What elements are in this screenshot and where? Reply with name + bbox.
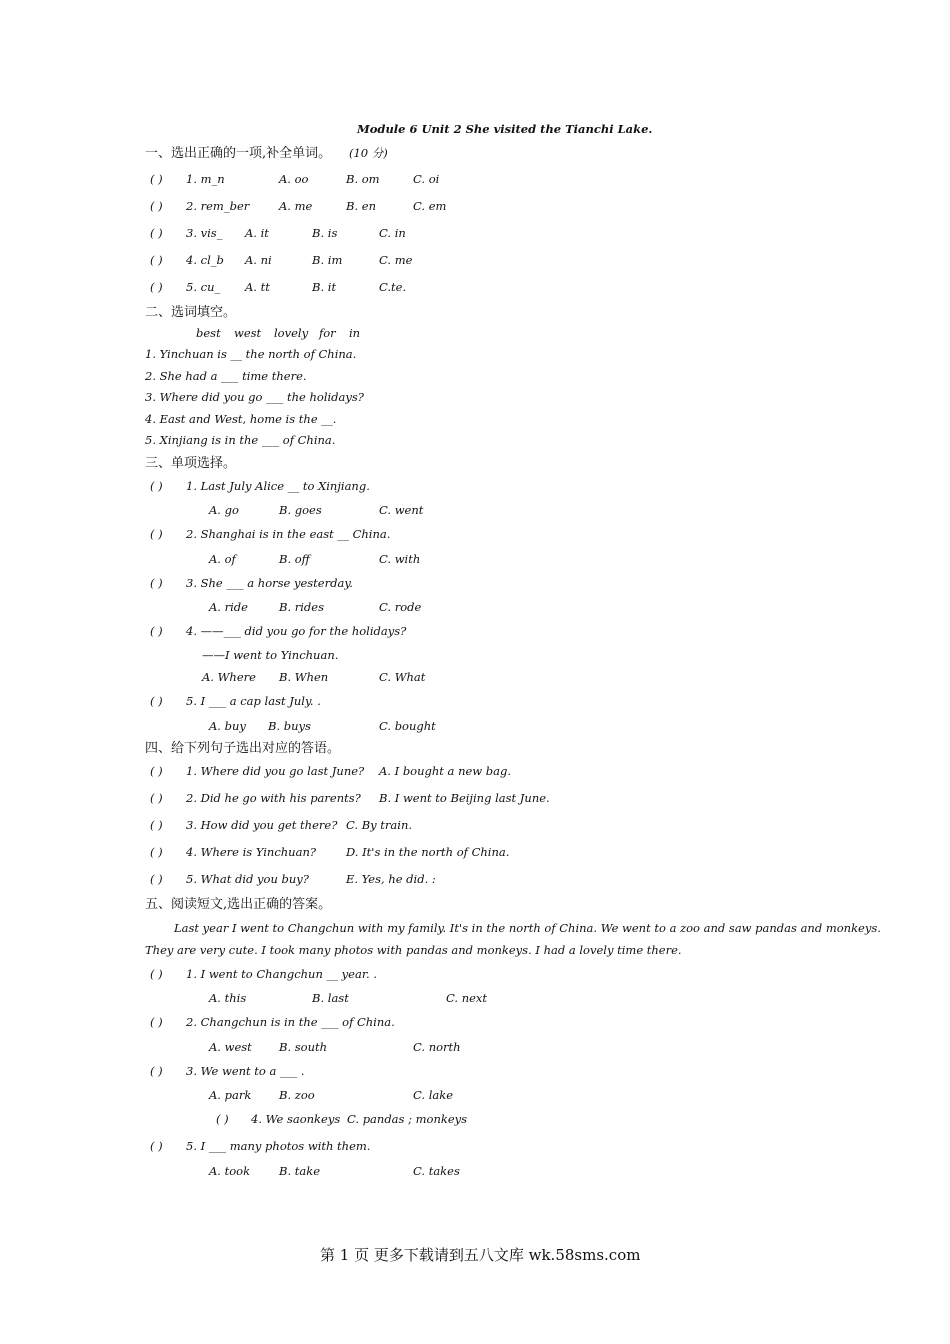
question-text: 2. rem_ber (186, 199, 250, 213)
option-a: A. took (209, 1164, 251, 1178)
word-bank-item: lovely (274, 326, 309, 340)
fill-blank-question: 5. Xinjiang is in the ___ of China. (145, 433, 336, 447)
option-a: A. oo (279, 172, 309, 186)
reading-passage-line: They are very cute. I took many photos with pandas and monkeys. I had a lovely time there. (145, 943, 682, 957)
section-4-heading: 四、给下列句子选出对应的答语。 (145, 741, 341, 756)
option-b: B. en (346, 199, 376, 213)
question-text: 3. We went to a ___ . (186, 1064, 305, 1078)
question-text: 2. Did he go with his parents? (186, 791, 361, 805)
option-c: C. next (446, 991, 488, 1005)
option-b: B. rides (279, 600, 325, 614)
word-bank-item: west (234, 326, 262, 340)
option-b: B. om (346, 172, 380, 186)
section-1-score: (10 分) (349, 146, 388, 160)
answer-paren: ( ) (150, 845, 163, 859)
question-text: 4. ——___ did you go for the holidays? (186, 624, 407, 638)
option-c: C. lake (413, 1088, 454, 1102)
option-a: A. me (279, 199, 313, 213)
answer-paren: ( ) (150, 624, 163, 638)
option-c: C. takes (413, 1164, 460, 1178)
option-b: B. When (279, 670, 329, 684)
answer-paren: ( ) (150, 527, 163, 541)
option-b: B. it (312, 280, 337, 294)
question-text: 4. Where is Yinchuan? (186, 845, 317, 859)
question-text: 1. Last July Alice __ to Xinjiang. (186, 479, 370, 493)
answer-paren: ( ) (150, 1064, 163, 1078)
option-b: B. is (312, 226, 338, 240)
answer-paren: ( ) (150, 280, 163, 294)
option-a: A. it (245, 226, 269, 240)
option-b: B. take (279, 1164, 321, 1178)
question-text: 4. We saonkeys (251, 1112, 341, 1126)
fill-blank-question: 2. She had a ___ time there. (145, 369, 307, 383)
answer-paren: ( ) (150, 791, 163, 805)
answer-paren: ( ) (150, 199, 163, 213)
section-1-heading: 一、选出正确的一项,补全单词。 (145, 146, 332, 161)
answer-paren: ( ) (216, 1112, 229, 1126)
answer-paren: ( ) (150, 872, 163, 886)
dialogue-reply: ——I went to Yinchuan. (202, 648, 339, 662)
answer-paren: ( ) (150, 253, 163, 267)
option-a: A. west (209, 1040, 252, 1054)
question-text: 3. She ___ a horse yesterday. (186, 576, 353, 590)
reading-passage-line: Last year I went to Changchun with my family. It's in the north of China. We went to a zoo and saw pandas and monkeys. (174, 921, 881, 935)
question-text: 1. I went to Changchun __ year. . (186, 967, 378, 981)
option-b: B. im (312, 253, 343, 267)
matching-answer: C. By train. (346, 818, 413, 832)
fill-blank-question: 4. East and West, home is the __. (145, 412, 337, 426)
question-text: 3. How did you get there? (186, 818, 338, 832)
option-c: C. with (379, 552, 421, 566)
option-c: C.te. (379, 280, 407, 294)
option-a: A. this (209, 991, 247, 1005)
word-bank-item: best (196, 326, 221, 340)
matching-answer: B. I went to Beijing last June. (379, 791, 550, 805)
option-c: C. in (379, 226, 406, 240)
option-b: B. last (312, 991, 349, 1005)
option-a: A. Where (202, 670, 256, 684)
fill-blank-question: 1. Yinchuan is __ the north of China. (145, 347, 357, 361)
answer-paren: ( ) (150, 764, 163, 778)
option-a: A. tt (245, 280, 270, 294)
fill-blank-question: 3. Where did you go ___ the holidays? (145, 390, 364, 404)
page-footer: 第 1 页 更多下载请到五八文库 wk.58sms.com (320, 1246, 641, 1264)
section-2-heading: 二、选词填空。 (145, 305, 237, 320)
question-text: 4. cl_b (186, 253, 224, 267)
option-c: C. north (413, 1040, 461, 1054)
page-title: Module 6 Unit 2 She visited the Tianchi Lake. (357, 122, 653, 136)
question-text: 5. cu_ (186, 280, 221, 294)
answer-paren: ( ) (150, 479, 163, 493)
answer-paren: ( ) (150, 576, 163, 590)
word-bank-item: for (319, 326, 336, 340)
question-text: 1. m_n (186, 172, 225, 186)
section-5-heading: 五、阅读短文,选出正确的答案。 (145, 897, 332, 912)
option-c: C. oi (413, 172, 440, 186)
question-text: 2. Changchun is in the ___ of China. (186, 1015, 395, 1029)
question-text: 1. Where did you go last June? (186, 764, 365, 778)
option-a: A. buy (209, 719, 246, 733)
answer-paren: ( ) (150, 818, 163, 832)
answer-paren: ( ) (150, 1015, 163, 1029)
option-c: C. bought (379, 719, 436, 733)
option-a: A. park (209, 1088, 252, 1102)
answer-paren: ( ) (150, 172, 163, 186)
word-bank-item: in (349, 326, 361, 340)
question-text: 5. I ___ a cap last July. . (186, 694, 321, 708)
question-text: 5. I ___ many photos with them. (186, 1139, 371, 1153)
option-b: B. zoo (279, 1088, 315, 1102)
option-b: B. south (279, 1040, 328, 1054)
option-b: B. goes (279, 503, 322, 517)
option-c: C. em (413, 199, 447, 213)
option-c: C. rode (379, 600, 422, 614)
option-a: A. ride (209, 600, 248, 614)
section-3-heading: 三、单项选择。 (145, 456, 237, 471)
matching-answer: E. Yes, he did. : (346, 872, 436, 886)
option-b: B. off (279, 552, 310, 566)
answer-paren: ( ) (150, 226, 163, 240)
answer-paren: ( ) (150, 1139, 163, 1153)
option-b: B. buys (268, 719, 311, 733)
question-text: 2. Shanghai is in the east __ China. (186, 527, 391, 541)
matching-answer: A. I bought a new bag. (379, 764, 512, 778)
option-a: A. go (209, 503, 239, 517)
option-a: A. ni (245, 253, 272, 267)
answer-paren: ( ) (150, 694, 163, 708)
question-text: 5. What did you buy? (186, 872, 309, 886)
option-a: A. of (209, 552, 236, 566)
option-c: C. pandas ; monkeys (347, 1112, 468, 1126)
answer-paren: ( ) (150, 967, 163, 981)
option-c: C. What (379, 670, 426, 684)
option-c: C. went (379, 503, 424, 517)
question-text: 3. vis_ (186, 226, 223, 240)
option-c: C. me (379, 253, 413, 267)
matching-answer: D. It's in the north of China. (346, 845, 510, 859)
